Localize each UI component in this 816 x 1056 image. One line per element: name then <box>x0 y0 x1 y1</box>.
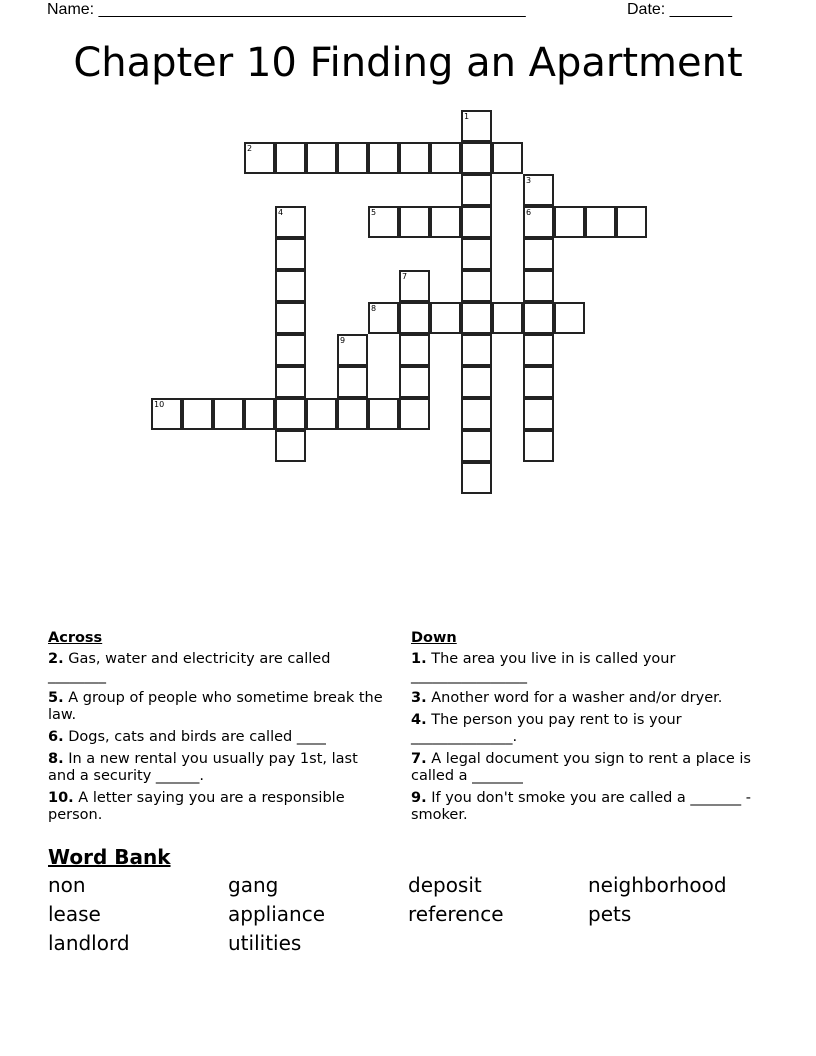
clue-text: A letter saying you are a responsible person. <box>48 790 345 823</box>
clue-number: 5. <box>48 690 64 706</box>
clue-number: 8. <box>48 751 64 767</box>
crossword-cell[interactable] <box>523 398 554 430</box>
clue-number-label: 10 <box>154 400 165 409</box>
crossword-cell[interactable] <box>368 302 399 334</box>
crossword-cell[interactable] <box>399 334 430 366</box>
word-bank-item: gang <box>228 873 279 897</box>
clue-down-3 <box>411 690 761 707</box>
word-bank-item: utilities <box>228 931 302 955</box>
crossword-cell[interactable] <box>368 206 399 238</box>
clue-down-9 <box>411 790 761 824</box>
clue-number-label: 4 <box>278 208 284 217</box>
clue-number-label: 8 <box>371 304 377 313</box>
clue-across-2 <box>48 651 388 685</box>
clue-number-label: 2 <box>247 144 253 153</box>
crossword-cell[interactable] <box>461 302 492 334</box>
clue-number: 2. <box>48 651 64 667</box>
crossword-cell[interactable] <box>275 238 306 270</box>
clue-text: Gas, water and electricity are called ________ <box>48 651 331 684</box>
crossword-cell[interactable] <box>368 142 399 174</box>
down-heading: Down <box>411 630 457 646</box>
clue-text: Another word for a washer and/or dryer. <box>431 690 723 706</box>
clue-number-label: 9 <box>340 336 346 345</box>
crossword-cell[interactable] <box>244 142 275 174</box>
crossword-cell[interactable] <box>430 206 461 238</box>
crossword-cell[interactable] <box>275 302 306 334</box>
crossword-cell[interactable] <box>554 206 585 238</box>
page-title: Chapter 10 Finding an Apartment <box>73 40 743 86</box>
word-bank-item: landlord <box>48 931 130 955</box>
date-field[interactable]: Date: _______ <box>627 1 732 18</box>
clue-number: 3. <box>411 690 427 706</box>
clue-text: A group of people who sometime break the law. <box>48 690 383 723</box>
word-bank <box>48 873 768 955</box>
clue-number: 7. <box>411 751 427 767</box>
crossword-cell[interactable] <box>461 366 492 398</box>
crossword-cell[interactable] <box>430 142 461 174</box>
crossword-cell[interactable] <box>461 462 492 494</box>
clue-number: 9. <box>411 790 427 806</box>
word-bank-item: pets <box>588 902 632 926</box>
clue-across-5 <box>48 690 388 724</box>
clue-text: The person you pay rent to is your ______________. <box>411 712 682 745</box>
crossword-cell[interactable] <box>461 110 492 142</box>
clue-down-1 <box>411 651 761 685</box>
across-clues <box>48 630 388 829</box>
clue-text: If you don't smoke you are called a _______ -smoker. <box>411 790 752 823</box>
crossword-cell[interactable] <box>182 398 213 430</box>
crossword-cell[interactable] <box>275 430 306 462</box>
crossword-cell[interactable] <box>461 142 492 174</box>
clue-down-4 <box>411 712 761 746</box>
crossword-cell[interactable] <box>306 142 337 174</box>
word-bank-item: neighborhood <box>588 873 727 897</box>
crossword-cell[interactable] <box>275 270 306 302</box>
clue-across-6 <box>48 729 388 746</box>
crossword-cell[interactable] <box>523 366 554 398</box>
crossword-cell[interactable] <box>275 366 306 398</box>
crossword-cell[interactable] <box>523 334 554 366</box>
crossword-cell[interactable] <box>461 238 492 270</box>
crossword-cell[interactable] <box>337 398 368 430</box>
clue-number: 1. <box>411 651 427 667</box>
crossword-cell[interactable] <box>492 142 523 174</box>
across-heading: Across <box>48 630 103 646</box>
word-bank-item: deposit <box>408 873 482 897</box>
crossword-cell[interactable] <box>337 334 368 366</box>
crossword-cell[interactable] <box>275 206 306 238</box>
crossword-cell[interactable] <box>213 398 244 430</box>
crossword-cell[interactable] <box>368 398 399 430</box>
crossword-cell[interactable] <box>492 302 523 334</box>
down-clues <box>411 630 761 829</box>
clue-number-label: 7 <box>402 272 408 281</box>
clue-text: The area you live in is called your ________________ <box>411 651 676 684</box>
crossword-cell[interactable] <box>430 302 461 334</box>
clue-text: A legal document you sign to rent a place is called a _______ <box>411 751 751 784</box>
crossword-cell[interactable] <box>523 270 554 302</box>
crossword-cell[interactable] <box>461 270 492 302</box>
crossword-cell[interactable] <box>275 142 306 174</box>
crossword-cell[interactable] <box>399 142 430 174</box>
clue-text: Dogs, cats and birds are called ____ <box>68 729 326 745</box>
clue-number-label: 3 <box>526 176 532 185</box>
crossword-cell[interactable] <box>306 398 337 430</box>
crossword-cell[interactable] <box>399 302 430 334</box>
clue-across-8 <box>48 751 388 785</box>
word-bank-item: non <box>48 873 86 897</box>
word-bank-item: reference <box>408 902 504 926</box>
crossword-cell[interactable] <box>461 398 492 430</box>
clue-down-7 <box>411 751 761 785</box>
crossword-cell[interactable] <box>554 302 585 334</box>
word-bank-item: appliance <box>228 902 325 926</box>
crossword-cell[interactable] <box>461 430 492 462</box>
crossword-cell[interactable] <box>461 174 492 206</box>
crossword-cell[interactable] <box>523 430 554 462</box>
crossword-cell[interactable] <box>523 302 554 334</box>
crossword-cell[interactable] <box>523 238 554 270</box>
crossword-cell[interactable] <box>399 270 430 302</box>
crossword-cell[interactable] <box>275 398 306 430</box>
crossword-cell[interactable] <box>399 206 430 238</box>
crossword-cell[interactable] <box>399 366 430 398</box>
clue-text: In a new rental you usually pay 1st, last and a security ______. <box>48 751 358 784</box>
crossword-cell[interactable] <box>275 334 306 366</box>
clue-number-label: 1 <box>464 112 470 121</box>
crossword-cell[interactable] <box>399 398 430 430</box>
clue-number: 6. <box>48 729 64 745</box>
crossword-cell[interactable] <box>523 206 554 238</box>
crossword-cell[interactable] <box>337 142 368 174</box>
crossword-cell[interactable] <box>461 206 492 238</box>
crossword-cell[interactable] <box>244 398 275 430</box>
clue-number-label: 5 <box>371 208 377 217</box>
word-bank-item: lease <box>48 902 101 926</box>
crossword-cell[interactable] <box>151 398 182 430</box>
crossword-cell[interactable] <box>616 206 647 238</box>
name-field[interactable]: Name: ________________________________________________ <box>47 1 526 18</box>
clue-number-label: 6 <box>526 208 532 217</box>
clue-number: 4. <box>411 712 427 728</box>
crossword-cell[interactable] <box>337 366 368 398</box>
crossword-cell[interactable] <box>461 334 492 366</box>
clue-number: 10. <box>48 790 74 806</box>
word-bank-title: Word Bank <box>48 845 171 869</box>
clue-across-10 <box>48 790 388 824</box>
crossword-cell[interactable] <box>523 174 554 206</box>
crossword-cell[interactable] <box>585 206 616 238</box>
